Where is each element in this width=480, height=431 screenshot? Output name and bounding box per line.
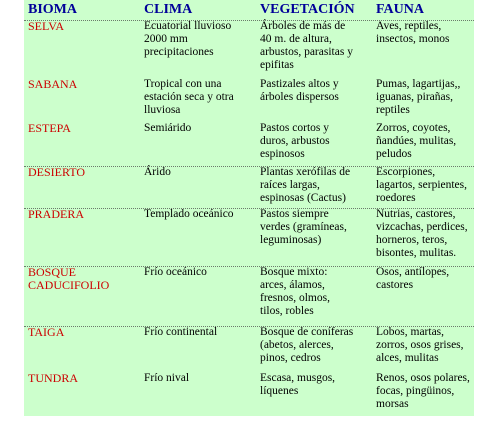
fauna-text-line: Lobos, martas, [376, 326, 445, 338]
fauna-text-line: ñandúes, mulitas, [376, 135, 457, 147]
vegetacion-text-line: espinosos [260, 148, 305, 160]
bioma-cell [28, 372, 134, 385]
bioma-text-line: BOSQUE [28, 265, 77, 279]
clima-cell [144, 372, 254, 385]
vegetacion-text-line: 40 m. de altura, [260, 33, 332, 45]
fauna-text-line: alces, mulitas [376, 352, 439, 364]
vegetacion-text-line: Pastizales altos y [260, 78, 339, 90]
bioma-text-line: CADUCIFOLIO [28, 278, 110, 292]
clima-cell [144, 78, 254, 117]
vegetacion-text-line: Bosque de coníferas [260, 326, 354, 338]
fauna-cell [376, 166, 476, 205]
fauna-text-line: lagartos, serpientes, [376, 179, 468, 191]
fauna-text-line: horneros, teros, [376, 234, 448, 246]
vegetacion-text-line: Plantas xerófilas de [260, 166, 351, 178]
bioma-text-line: SELVA [28, 19, 65, 33]
fauna-text-line: vizcachas, perdices, [376, 221, 468, 233]
vegetacion-text-line: leguminosas) [260, 234, 322, 246]
vegetacion-cell [260, 122, 372, 161]
fauna-text-line: zorros, osos grises, [376, 339, 464, 351]
clima-text-line: Tropical con una [144, 78, 222, 90]
vegetacion-text-line: arbustos, parasitas y [260, 46, 353, 58]
fauna-cell [376, 20, 476, 46]
clima-text-line: precipitaciones [144, 46, 214, 58]
vegetacion-cell [260, 20, 372, 72]
bioma-text-line: PRADERA [28, 207, 85, 221]
biome-table [24, 0, 474, 416]
fauna-text-line: focas, pingüinos, [376, 385, 455, 397]
fauna-text-line: bisontes, mulitas. [376, 247, 457, 259]
row-divider [24, 166, 474, 167]
fauna-cell [376, 372, 476, 411]
fauna-cell [376, 122, 476, 161]
clima-cell [144, 166, 254, 179]
bioma-text-line: DESIERTO [28, 165, 86, 179]
vegetacion-cell [260, 78, 372, 104]
fauna-text-line: morsas [376, 398, 409, 410]
vegetacion-cell [260, 266, 372, 318]
vegetacion-text-line: epifitas [260, 59, 294, 71]
bioma-cell [28, 166, 134, 179]
header-vegetacion: VEGETACIÓN [260, 2, 355, 17]
clima-cell [144, 266, 254, 279]
fauna-text-line: reptiles [376, 104, 410, 116]
header-bioma: BIOMA [28, 2, 77, 17]
row-divider [24, 20, 474, 21]
vegetacion-text-line: raíces largas, [260, 179, 320, 191]
vegetacion-cell [260, 372, 372, 398]
bioma-cell [28, 78, 134, 91]
vegetacion-text-line: espinosas (Cactus) [260, 192, 346, 204]
clima-text-line: Frío nival [144, 372, 190, 384]
row-divider [24, 208, 474, 209]
bioma-text-line: SABANA [28, 77, 78, 91]
bioma-cell [28, 208, 134, 221]
clima-text-line: Frío continental [144, 326, 218, 338]
fauna-text-line: Escorpiones, [376, 166, 436, 178]
fauna-text-line: Pumas, lagartijas,, [376, 78, 461, 90]
vegetacion-text-line: Árboles de más de [260, 20, 346, 32]
vegetacion-text-line: verdes (gramíneas, [260, 221, 347, 233]
bioma-text-line: TAIGA [28, 325, 65, 339]
fauna-text-line: Renos, osos polares, [376, 372, 470, 384]
vegetacion-cell [260, 166, 372, 205]
header-clima: CLIMA [144, 2, 193, 17]
clima-text-line: Ecuatorial lluvioso [144, 20, 232, 32]
vegetacion-text-line: tilos, robles [260, 305, 314, 317]
row-divider [24, 326, 474, 327]
clima-cell [144, 208, 254, 221]
clima-text-line: lluviosa [144, 104, 181, 116]
clima-text-line: estación seca y otra [144, 91, 234, 103]
vegetacion-text-line: Pastos siempre [260, 208, 329, 220]
vegetacion-text-line: pinos, cedros [260, 352, 321, 364]
clima-text-line: Templado oceánico [144, 208, 234, 220]
bioma-cell [28, 266, 134, 292]
fauna-cell [376, 208, 476, 260]
vegetacion-text-line: arces, álamos, [260, 279, 325, 291]
bioma-cell [28, 326, 134, 339]
fauna-text-line: roedores [376, 192, 416, 204]
vegetacion-text-line: líquenes [260, 385, 299, 397]
fauna-text-line: iguanas, pirañas, [376, 91, 453, 103]
bioma-text-line: ESTEPA [28, 121, 71, 135]
fauna-cell [376, 326, 476, 365]
fauna-text-line: Nutrias, castores, [376, 208, 456, 220]
fauna-text-line: Osos, antílopes, [376, 266, 450, 278]
row-divider [24, 266, 474, 267]
fauna-text-line: insectos, monos [376, 33, 450, 45]
fauna-text-line: castores [376, 279, 414, 291]
header-fauna: FAUNA [376, 2, 424, 17]
clima-text-line: Frío oceánico [144, 266, 207, 278]
clima-text-line: 2000 mm [144, 33, 188, 45]
fauna-cell [376, 78, 476, 117]
vegetacion-text-line: árboles dispersos [260, 91, 339, 103]
fauna-text-line: Zorros, coyotes, [376, 122, 451, 134]
clima-cell [144, 326, 254, 339]
bioma-text-line: TUNDRA [28, 371, 78, 385]
fauna-cell [376, 266, 476, 292]
bioma-cell [28, 122, 134, 135]
clima-text-line: Árido [144, 166, 171, 178]
clima-cell [144, 20, 254, 59]
vegetacion-cell [260, 208, 372, 247]
clima-text-line: Semiárido [144, 122, 192, 134]
vegetacion-text-line: fresnos, olmos, [260, 292, 330, 304]
vegetacion-text-line: Bosque mixto: [260, 266, 328, 278]
vegetacion-text-line: Escasa, musgos, [260, 372, 336, 384]
vegetacion-text-line: duros, arbustos [260, 135, 330, 147]
clima-cell [144, 122, 254, 135]
fauna-text-line: peludos [376, 148, 412, 160]
vegetacion-cell [260, 326, 372, 365]
vegetacion-text-line: Pastos cortos y [260, 122, 329, 134]
bioma-cell [28, 20, 134, 33]
fauna-text-line: Aves, reptiles, [376, 20, 442, 32]
vegetacion-text-line: (abetos, alerces, [260, 339, 334, 351]
